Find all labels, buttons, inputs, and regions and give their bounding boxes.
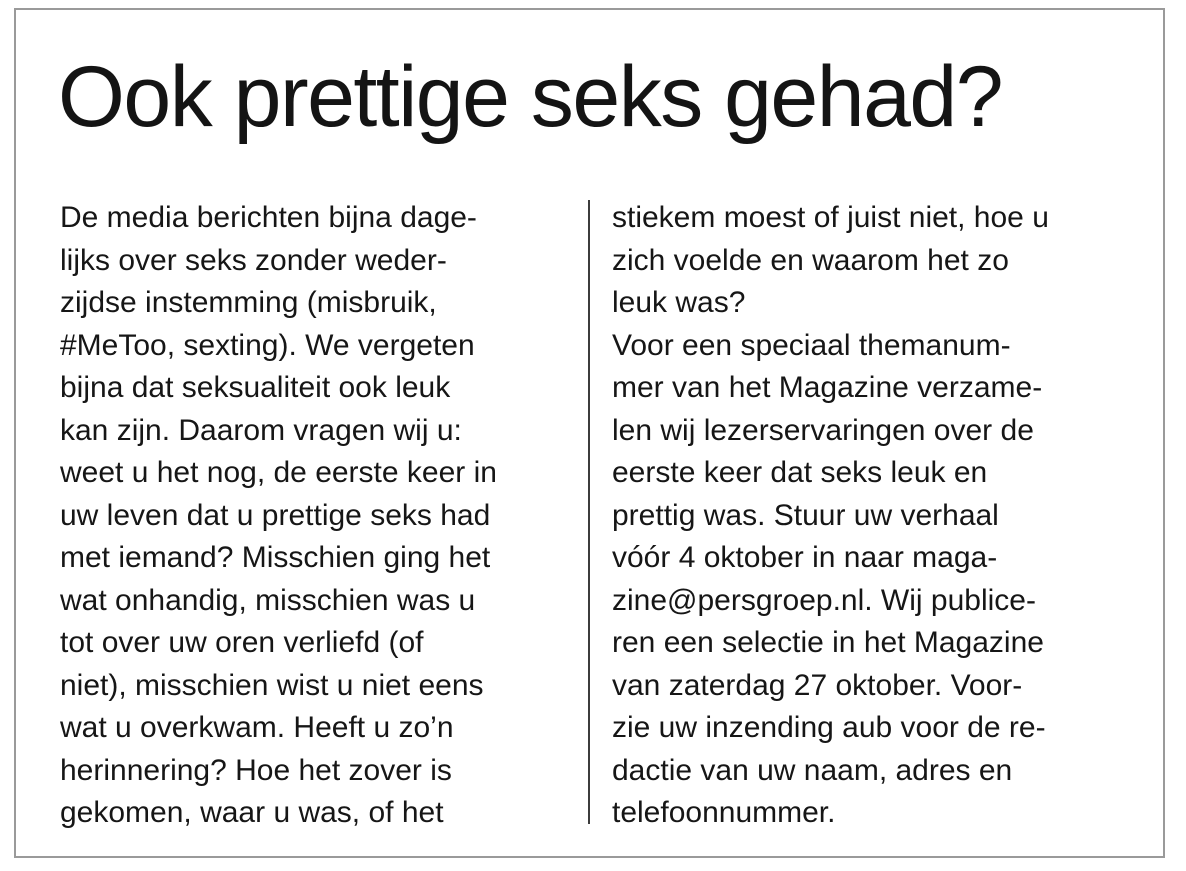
body-line: kan zijn. Daarom vragen wij u: [60,413,462,447]
body-line: wat u overkwam. Heeft u zo’n [60,711,454,744]
body-line: eerste keer dat seks leuk en [612,456,988,489]
body-line: zich voelde en waarom het zo [612,243,1009,277]
article-column-right [612,197,1152,835]
body-line: bijna dat seksualiteit ook leuk [60,371,451,404]
article-frame [14,8,1165,858]
body-line: telefoonnummer. [612,796,836,829]
body-line: zijdse instemming (misbruik, [60,286,437,319]
body-line: prettig was. Stuur uw verhaal [612,498,999,532]
body-line: De media berichten bijna dage- [60,201,477,234]
body-line: weet u het nog, de eerste keer in [60,456,497,489]
body-line: zine@persgroep.nl. Wij publice- [612,583,1036,617]
body-line: stiekem moest of juist niet, hoe u [612,201,1049,234]
body-line: gekomen, waar u was, of het [60,796,444,829]
body-line: #MeToo, sexting). We vergeten [60,328,475,362]
body-line: uw leven dat u prettige seks had [60,498,491,532]
body-line: mer van het Magazine verzame- [612,371,1043,404]
body-line: leuk was? [612,286,746,319]
body-line: dactie van uw naam, adres en [612,753,1013,787]
column-divider [588,200,590,824]
body-line: herinnering? Hoe het zover is [60,753,452,787]
body-line: zie uw inzending aub voor de re- [612,711,1046,744]
body-line: ren een selectie in het Magazine [612,626,1044,659]
body-line: wat onhandig, misschien was u [60,583,476,617]
body-line: tot over uw oren verliefd (of [60,626,424,659]
body-line: vóór 4 oktober in naar maga- [612,541,998,574]
article-column-left [60,197,600,835]
body-line: Voor een speciaal themanum- [612,328,1011,362]
body-line: niet), misschien wist u niet eens [60,668,484,702]
body-line: van zaterdag 27 oktober. Voor- [612,668,1023,702]
body-line: lijks over seks zonder weder- [60,243,447,277]
body-line: met iemand? Misschien ging het [60,541,491,574]
body-line: len wij lezerservaringen over de [612,413,1034,447]
article-headline: Ook prettige seks gehad? [58,49,1003,145]
